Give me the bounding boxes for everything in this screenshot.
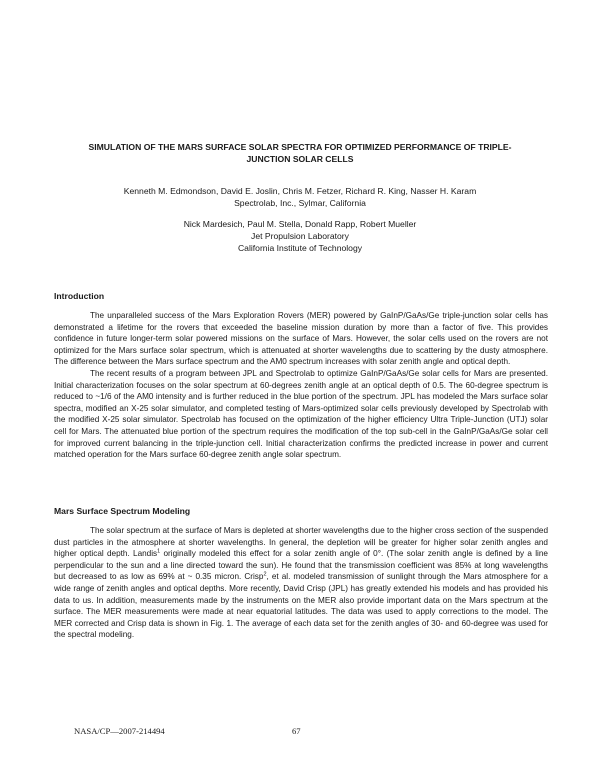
section-heading-introduction: Introduction: [54, 291, 105, 301]
title-line-1: SIMULATION OF THE MARS SURFACE SOLAR SPECTRA FOR OPTIMIZED PERFORMANCE OF TRIPLE-: [88, 142, 512, 152]
author-affiliation: California Institute of Technology: [237, 243, 363, 253]
section-heading-spectrum-modeling: Mars Surface Spectrum Modeling: [54, 506, 191, 516]
text-run: The solar spectrum at the surface of Mars is depleted at shorter wavelengths due to the higher cross section of the suspended dust particles in the atmosphere at shorter wavelengths. In general, the depletion will be greater for higher solar zenith angles and higher optical depth. Landis: [54, 526, 548, 559]
page-number: 67: [292, 726, 301, 736]
text-run: , et al. modeled transmission of sunlight through the Mars atmosphere for a wide range of zenith angles and optical depths. More recently, David Crisp (JPL) has greatly extended his models and has provided his data to us. In addition, measurements made by the instruments on the MER also provide important data on the Mars spectrum at the surface. The MER measurements were made at near equatorial latitudes. The data was used to apply corrections to the model. The MER corrected and Crisp data is shown in Fig. 1. The average of each data set for the zenith angles of 30- and 60-degree was used for the spectral modeling.: [54, 572, 548, 640]
paragraph: The unparalleled success of the Mars Exploration Rovers (MER) powered by GaInP/GaAs/Ge triple-junction solar cells has demonstrated a lifetime for the rovers that exceeded the baseline mission duration by more than a factor of five. This provides confidence in future longer-term solar powered missions on the surface of Mars. However, the solar cells used on the rovers are not optimized for the Mars surface solar spectrum, which is attenuated at shorter wavelengths due to scattering by the dusty atmosphere. The difference between the Mars surface spectrum and the AM0 spectrum increases with solar zenith angle and optical depth.: [54, 311, 548, 367]
author-names: Nick Mardesich, Paul M. Stella, Donald Rapp, Robert Mueller: [183, 219, 417, 229]
text-run: originally modeled this effect for a solar zenith angle of 0°. (The solar zenith angle is defined by a line perpendicular to the sun and a line directed toward the sun). He found that the transmission coefficient was 85% at long wavelengths but decreased to as low as 69% at ~ 0.35 micron. Crisp: [54, 549, 548, 582]
paragraph: The recent results of a program between JPL and Spectrolab to optimize GaInP/GaAs/Ge solar cells for Mars are presented. Initial characterization focuses on the solar spectrum at 60-degrees zenith angle at an optical depth of 0.5. The 60-degree spectrum is reduced to ~1/6 of the AM0 intensity and is further reduced in the blue portion of the spectrum. JPL has modeled the Mars surface solar spectra, modified an X-25 solar simulator, and completed testing of Mars-optimized solar cells previously developed by Spectrolab with the modified X-25 solar simulator. Spectrolab has focused on the optimization of the higher efficiency Ultra Triple-Junction (UTJ) solar cell for Mars. The attenuated blue portion of the spectrum requires the modification of the top sub-cell in the GaInP/GaAs/Ge solar cell for improved current balancing in the triple-junction cell. Initial characterization confirms the predicted increase in power and current matched operation for the Mars surface 60-degree zenith angle solar spectrum.: [54, 368, 548, 460]
paper-title: [60, 141, 540, 165]
author-affiliation: Jet Propulsion Laboratory: [251, 231, 349, 241]
spectrum-section-body: [54, 525, 548, 641]
reference-marker: 1: [157, 548, 161, 555]
title-line-2: JUNCTION SOLAR CELLS: [246, 154, 354, 164]
author-affiliation: Spectrolab, Inc., Sylmar, California: [234, 198, 366, 208]
paragraph: [54, 525, 548, 641]
introduction-body: [54, 310, 548, 461]
reference-marker: 2: [263, 571, 267, 578]
author-names: Kenneth M. Edmondson, David E. Joslin, Chris M. Fetzer, Richard R. King, Nasser H. Karam: [123, 186, 477, 196]
author-block-spectrolab: [60, 185, 540, 209]
author-block-jpl: [60, 218, 540, 254]
report-number: NASA/CP—2007-214494: [74, 726, 165, 736]
